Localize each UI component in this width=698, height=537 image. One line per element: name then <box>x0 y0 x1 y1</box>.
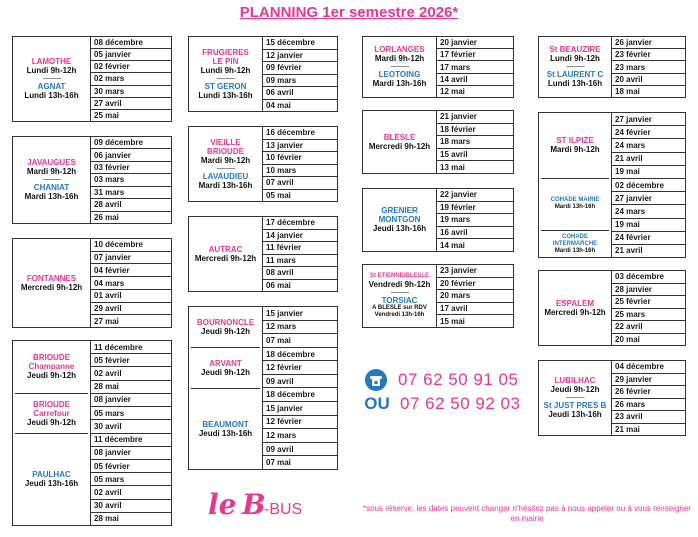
hours-label: Jeudi 9h-12h <box>201 367 250 377</box>
schedule-card-stbeauzire <box>538 36 686 98</box>
date-item: 12 février <box>263 361 337 375</box>
or-label: OU <box>364 394 390 413</box>
location-name: LAMOTHE <box>31 57 72 66</box>
hours-label: Jeudi 9h-12h <box>27 417 76 427</box>
date-item: 18 décembre <box>263 388 337 402</box>
date-item: 08 avril <box>263 267 337 280</box>
dates-list <box>91 137 171 223</box>
location-info <box>13 137 91 223</box>
location-name: St LAURENT C <box>546 70 604 79</box>
date-item: 09 mars <box>263 75 337 88</box>
location-info <box>13 341 91 525</box>
schedule-card-stilpize <box>538 112 686 258</box>
location-segment <box>541 230 609 257</box>
dates-list <box>612 271 685 345</box>
schedule-card-espalem <box>538 270 686 346</box>
date-item: 23 février <box>612 49 685 61</box>
date-item: 12 mai <box>440 86 465 96</box>
location-name: ARVANT <box>209 358 242 368</box>
location-name: BLESLE <box>383 132 416 142</box>
schedule-card-bournoncle <box>188 306 338 470</box>
location-info <box>539 113 612 257</box>
hours-label: Mardi 9h-12h <box>550 144 600 154</box>
schedule-card-autrac <box>188 216 338 292</box>
date-item: 19 mai <box>612 219 685 232</box>
date-item: 30 avril <box>91 500 171 513</box>
hours-label: Vendredi 9h-12h <box>368 280 431 289</box>
separator-line: ------------------ <box>42 76 61 82</box>
logo-text-bus: -BUS <box>264 501 303 518</box>
date-item: 25 mars <box>612 309 685 322</box>
date-item: 12 février <box>263 416 337 430</box>
phone-number-1[interactable]: 07 62 50 91 05 <box>398 370 519 389</box>
date-item: 25 mai <box>94 110 119 120</box>
date-item: 05 mars <box>91 473 171 486</box>
date-item: 20 mai <box>615 334 640 344</box>
date-item: 07 janvier <box>91 252 171 265</box>
hours-label: Mardi 9h-12h <box>26 167 77 176</box>
date-item: 18 mars <box>437 136 513 149</box>
location-name: Champanne <box>28 362 75 371</box>
hours-label: A BLESLE sur RDV <box>372 305 427 311</box>
location-info <box>189 127 263 201</box>
date-item: 05 février <box>91 460 171 473</box>
date-item: 02 février <box>91 61 171 73</box>
dates-list <box>437 37 513 97</box>
location-segment <box>15 393 88 433</box>
location-name: CHANIAT <box>33 183 70 192</box>
date-item: 04 mai <box>266 100 291 110</box>
location-info <box>539 37 612 97</box>
dates-list <box>263 37 337 111</box>
hours-label: Lundi 13h-16h <box>198 90 253 100</box>
location-segment <box>191 307 260 347</box>
date-item: 10 mars <box>263 165 337 178</box>
schedule-card-lorlanges <box>362 36 514 98</box>
location-name: COHADE INTERMARCHE <box>552 233 598 247</box>
hours-label: Mercredi 9h-12h <box>368 141 431 151</box>
date-item: 12 mars <box>263 429 337 443</box>
location-name: ST ILPIZE <box>556 135 594 145</box>
hours-label: Mardi 9h-12h <box>200 155 251 165</box>
location-name: VIEILLE BRIOUDE <box>207 137 244 156</box>
page-title: PLANNING 1er semestre 2026* <box>239 4 459 21</box>
date-item: 08 janvier <box>91 447 171 460</box>
logo-text-le: le <box>208 488 237 521</box>
date-item: 23 avril <box>612 411 685 424</box>
date-item: 12 mars <box>263 321 337 335</box>
location-info <box>189 37 263 111</box>
location-segment <box>191 217 260 291</box>
date-item: 19 février <box>437 202 513 215</box>
dates-list <box>91 341 171 525</box>
location-name: FONTANNES <box>26 273 77 283</box>
date-item: 09 avril <box>263 375 337 389</box>
hours-label: Lundi 9h-12h <box>200 65 251 75</box>
date-item: 21 mai <box>615 424 640 434</box>
date-item: 13 janvier <box>263 140 337 153</box>
hours-label: Jeudi 13h-16h <box>548 410 602 419</box>
location-name: BRIOUDE <box>33 353 70 362</box>
date-item: 20 mars <box>437 290 513 303</box>
date-item: 22 avril <box>612 321 685 334</box>
dates-list <box>91 239 171 327</box>
schedule-card-vieillebrioude <box>188 126 338 202</box>
dates-list <box>437 189 513 251</box>
date-item: 07 mai <box>263 334 337 348</box>
date-item: 28 avril <box>91 199 171 211</box>
date-item: 04 février <box>91 264 171 277</box>
location-info <box>13 239 91 327</box>
schedule-card-lubilhac <box>538 360 686 436</box>
location-segment <box>15 239 88 327</box>
location-info <box>363 189 437 251</box>
dates-list <box>437 265 513 327</box>
date-item: 27 mai <box>94 316 119 326</box>
date-item: 05 février <box>91 354 171 367</box>
date-item: 26 mars <box>612 399 685 412</box>
dates-list <box>612 361 685 435</box>
date-item: 24 mars <box>612 139 685 152</box>
logo-text-b: B <box>242 488 266 521</box>
date-item: 27 janvier <box>612 113 685 126</box>
date-item: 13 mai <box>440 162 465 172</box>
date-item: 30 avril <box>91 420 171 433</box>
date-item: 30 mars <box>91 86 171 98</box>
schedule-card-greniermontgon <box>362 188 514 252</box>
dates-list <box>263 127 337 201</box>
date-item: 20 février <box>437 278 513 291</box>
date-item: 24 mars <box>612 205 685 218</box>
location-segment <box>541 113 609 178</box>
location-info <box>363 111 437 173</box>
hours-label: Jeudi 13h-16h <box>372 224 427 233</box>
date-item: 05 janvier <box>91 49 171 61</box>
date-item: 07 avril <box>263 177 337 190</box>
date-item: 27 janvier <box>612 192 685 205</box>
date-item: 12 janvier <box>263 50 337 63</box>
date-item: 09 février <box>263 62 337 75</box>
hours-label: Vendredi 13h-16h <box>374 312 425 318</box>
hours-label: Lundi 13h-16h <box>24 91 79 100</box>
location-name: MONTGON <box>378 215 421 224</box>
date-item: 17 février <box>437 49 513 61</box>
location-segment <box>191 388 260 469</box>
hours-label: Jeudi 9h-12h <box>27 371 76 380</box>
date-item: 20 avril <box>612 74 685 86</box>
hours-label: Mercredi 9h-12h <box>20 282 83 292</box>
location-name: BOURNONCLE <box>196 317 255 327</box>
date-item: 28 janvier <box>612 284 685 297</box>
location-segment <box>365 265 434 327</box>
date-item: 06 mai <box>266 280 291 290</box>
hours-label: Lundi 9h-12h <box>550 54 600 63</box>
location-segment <box>541 271 609 345</box>
location-info <box>539 271 612 345</box>
date-item: 11 février <box>263 242 337 255</box>
dates-list <box>612 37 685 97</box>
date-item: 02 avril <box>91 486 171 499</box>
date-item: 15 janvier <box>263 402 337 416</box>
dates-list <box>612 113 685 257</box>
date-item: 23 mars <box>612 61 685 73</box>
location-segment <box>15 433 88 525</box>
date-item: 06 janvier <box>91 149 171 161</box>
date-item: 14 mai <box>440 240 465 250</box>
date-item: 15 janvier <box>263 307 337 321</box>
location-segment <box>541 361 609 435</box>
date-item: 05 mars <box>91 407 171 420</box>
location-name: ESPALEM <box>555 298 595 308</box>
schedule-card-frugieres <box>188 36 338 112</box>
hours-label: Mardi 13h-16h <box>198 180 253 190</box>
location-name: AUTRAC <box>208 244 243 254</box>
date-item: 03 mars <box>91 174 171 186</box>
date-item: 09 avril <box>263 443 337 457</box>
date-item: 28 mai <box>91 381 171 394</box>
date-item: 10 février <box>263 152 337 165</box>
location-name: BRIOUDE <box>33 399 70 409</box>
hours-label: Lundi 13h-16h <box>547 79 603 88</box>
date-item: 21 avril <box>615 246 643 256</box>
location-info <box>13 37 91 121</box>
location-name: AGNAT <box>37 82 66 91</box>
location-segment <box>15 341 88 393</box>
location-name: GRENIER <box>381 206 418 215</box>
date-item: 07 mai <box>266 458 291 468</box>
phone-line-1 <box>364 368 518 392</box>
date-item: 26 février <box>612 386 685 399</box>
separator-line: ------------------ <box>390 64 409 70</box>
location-name: Carrefour <box>33 408 70 418</box>
date-item: 24 février <box>612 126 685 139</box>
separator-line: ------------------ <box>216 165 235 172</box>
location-name: LEOTOING <box>378 70 421 79</box>
date-item: 18 mai <box>615 86 640 96</box>
date-item: 03 février <box>91 162 171 174</box>
location-name: St JUST PRES B <box>543 401 607 410</box>
date-item: 08 décembre <box>91 37 171 49</box>
date-item: 03 décembre <box>612 271 685 284</box>
location-name: LUBILHAC <box>554 376 596 385</box>
location-name: PAULHAC <box>32 470 71 479</box>
date-item: 04 décembre <box>612 361 685 374</box>
date-item: 18 décembre <box>263 348 337 362</box>
location-info <box>189 307 263 469</box>
date-item: 20 janvier <box>437 37 513 49</box>
location-name: LAVAUDIEU <box>202 171 249 181</box>
date-item: 21 janvier <box>437 111 513 124</box>
schedule-card-lamothe <box>12 36 172 122</box>
hours-label: Mercredi 9h-12h <box>544 307 606 317</box>
location-name: LE PIN <box>212 56 239 66</box>
date-item: 25 février <box>612 296 685 309</box>
location-name: St ETIENNE/BLESLE <box>369 273 429 279</box>
date-item: 18 février <box>437 124 513 137</box>
date-item: 31 mars <box>91 187 171 199</box>
date-item: 15 décembre <box>263 37 337 50</box>
hours-label: Mercredi 9h-12h <box>194 253 257 263</box>
dates-list <box>437 111 513 173</box>
hours-label: Mardi 13h-16h <box>554 247 596 254</box>
schedule-card-brioude <box>12 340 172 526</box>
location-name: LORLANGES <box>374 45 425 54</box>
hours-label: Mardi 9h-12h <box>374 54 425 63</box>
location-name: FRUGIERES <box>202 47 249 57</box>
hours-label: Mardi 13h-16h <box>372 79 427 88</box>
schedule-card-stetienne <box>362 264 514 328</box>
date-item: 11 décembre <box>91 434 171 447</box>
date-item: 02 mars <box>91 73 171 85</box>
hours-label: Lundi 9h-12h <box>26 66 77 75</box>
hours-label: Jeudi 13h-16h <box>198 428 253 438</box>
hours-label: Jeudi 9h-12h <box>550 385 600 394</box>
location-info <box>539 361 612 435</box>
location-info <box>189 217 263 291</box>
date-item: 16 décembre <box>263 127 337 140</box>
date-item: 16 avril <box>437 227 513 240</box>
separator-line: ------------------ <box>566 395 584 401</box>
date-item: 10 décembre <box>91 239 171 252</box>
date-item: 19 mai <box>612 166 685 179</box>
date-item: 11 mars <box>263 255 337 268</box>
location-segment <box>191 37 260 111</box>
location-info <box>363 265 437 327</box>
location-segment <box>15 37 88 121</box>
dates-list <box>263 307 337 469</box>
date-item: 17 mars <box>437 61 513 73</box>
date-item: 23 janvier <box>437 265 513 278</box>
date-item: 15 mai <box>440 316 465 326</box>
separator-line: ------------------ <box>390 290 409 296</box>
date-item: 14 avril <box>437 74 513 86</box>
schedule-card-blesle <box>362 110 514 174</box>
location-name: ST GERON <box>204 81 247 91</box>
location-segment <box>15 137 88 223</box>
location-segment <box>365 189 434 251</box>
location-segment <box>365 37 434 97</box>
date-item: 09 décembre <box>91 137 171 149</box>
date-item: 29 janvier <box>612 374 685 387</box>
location-segment <box>191 347 260 388</box>
separator-line: ------------------ <box>42 177 61 183</box>
logo-mark <box>206 484 316 524</box>
location-name: TORSIAC <box>381 296 418 305</box>
location-segment <box>365 111 434 173</box>
date-item: 21 avril <box>612 153 685 166</box>
date-item: 17 avril <box>437 303 513 316</box>
hours-label: Mardi 13h-16h <box>24 192 79 201</box>
location-name: St BEAUZIRE <box>549 45 601 54</box>
date-item: 14 janvier <box>263 230 337 243</box>
date-item: 26 mai <box>94 212 119 222</box>
phone-number-2[interactable]: 07 62 50 92 03 <box>400 394 521 413</box>
date-item: 29 avril <box>91 303 171 316</box>
date-item: 04 mars <box>91 277 171 290</box>
schedule-card-javaugues <box>12 136 172 224</box>
date-item: 05 mai <box>266 190 291 200</box>
location-segment <box>541 37 609 97</box>
date-item: 01 avril <box>91 290 171 303</box>
phone-line-2 <box>364 394 520 414</box>
hours-label: Jeudi 9h-12h <box>201 326 250 336</box>
location-segment <box>541 178 609 231</box>
location-segment <box>191 127 260 201</box>
date-item: 08 janvier <box>91 394 171 407</box>
date-item: 17 décembre <box>263 217 337 230</box>
date-item: 15 avril <box>437 149 513 162</box>
location-name: COHADE MAIRIE <box>550 197 600 204</box>
hours-label: Jeudi 13h-16h <box>24 479 79 488</box>
phone-icon <box>364 368 388 392</box>
date-item: 24 février <box>612 232 685 245</box>
date-item: 02 avril <box>91 367 171 380</box>
separator-line: ------------------ <box>566 64 584 70</box>
date-item: 06 avril <box>263 87 337 100</box>
le-bus-logo <box>206 484 316 524</box>
date-item: 28 mai <box>94 514 119 524</box>
location-name: JAVAUGUES <box>27 158 76 167</box>
separator-line: ------------------ <box>216 75 235 82</box>
dates-list <box>91 37 171 121</box>
date-item: 26 janvier <box>612 37 685 49</box>
date-item: 02 décembre <box>612 179 685 192</box>
disclaimer-note: *sous réserve: les dates peuvent changer n'hésitez pas à nous appeler ou à vous renseigner en mairie <box>363 504 691 523</box>
date-item: 27 avril <box>91 98 171 110</box>
date-item: 22 janvier <box>437 189 513 202</box>
location-info <box>363 37 437 97</box>
location-name: BEAUMONT <box>202 419 249 429</box>
dates-list <box>263 217 337 291</box>
date-item: 11 décembre <box>91 341 171 354</box>
date-item: 19 mars <box>437 214 513 227</box>
schedule-card-fontannes <box>12 238 172 328</box>
hours-label: Mardi 13h-16h <box>554 204 596 211</box>
